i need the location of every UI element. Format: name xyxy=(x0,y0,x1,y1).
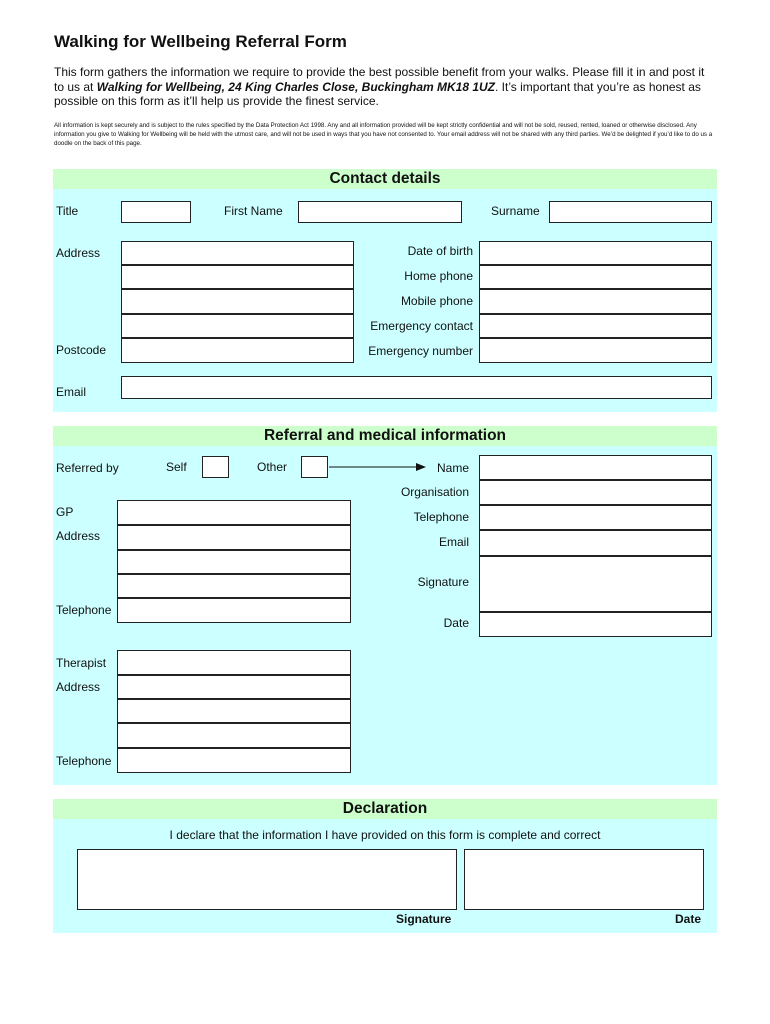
referrer-signature-field[interactable] xyxy=(479,556,712,612)
gp-telephone-label: Telephone xyxy=(56,603,112,617)
referral-section xyxy=(53,426,717,785)
home-phone-label: Home phone xyxy=(404,269,473,283)
address-line-2-field[interactable] xyxy=(121,265,354,289)
address-line-4-field[interactable] xyxy=(121,314,354,338)
address-label: Address xyxy=(56,246,101,260)
therapist-address-label: Address xyxy=(56,680,101,694)
declaration-signature-field[interactable] xyxy=(77,849,457,910)
declaration-statement: I declare that the information I have provided on this form is complete and correct xyxy=(169,828,601,842)
home-phone-field[interactable] xyxy=(479,265,712,289)
dob-label: Date of birth xyxy=(407,244,473,258)
referrer-email-field[interactable] xyxy=(479,530,712,556)
referrer-name-label: Name xyxy=(436,461,469,475)
therapist-telephone-label: Telephone xyxy=(56,754,112,768)
therapist-address-line-3-field[interactable] xyxy=(117,723,351,748)
mobile-phone-label: Mobile phone xyxy=(400,294,473,308)
gp-address-label: Address xyxy=(56,529,101,543)
gp-address-line-1-field[interactable] xyxy=(117,525,351,550)
referrer-email-label: Email xyxy=(438,535,469,549)
intro-address: Walking for Wellbeing, 24 King Charles Close, Buckingham MK18 1UZ xyxy=(96,79,496,94)
intro-text-2: . It’s important that you’re as honest as possible on this form as it’ll help us provide the finest service. xyxy=(54,79,701,108)
address-line-3-field[interactable] xyxy=(121,289,354,314)
emergency-number-field[interactable] xyxy=(479,338,712,363)
postcode-label: Postcode xyxy=(56,343,107,357)
emergency-contact-field[interactable] xyxy=(479,314,712,338)
referral-heading: Referral and medical information xyxy=(53,426,717,446)
gp-telephone-field[interactable] xyxy=(117,598,351,623)
organisation-field[interactable] xyxy=(479,480,712,505)
referrer-telephone-field[interactable] xyxy=(479,505,712,530)
referred-by-label: Referred by xyxy=(56,461,119,475)
referrer-telephone-label: Telephone xyxy=(413,510,469,524)
other-checkbox[interactable] xyxy=(301,456,328,478)
surname-label: Surname xyxy=(491,204,540,218)
email-label: Email xyxy=(56,385,87,399)
first-name-field[interactable] xyxy=(298,201,462,223)
therapist-address-line-1-field[interactable] xyxy=(117,675,351,699)
self-label: Self xyxy=(166,460,187,474)
title-label: Title xyxy=(56,204,79,218)
data-protection-notice: All information is kept securely and is subject to the rules specified by the Data Protection Act 1998. Any and all information provided will be kept strictly confidential and will not be sold, reused, rented, loaned or otherwise disclosed. Any information you give to Walking for Wellbeing will be held with the utmost care, and will not be used in ways that you have not consented to. Your email address will not be shared with any third parties. We’d be delighted if you’d like to do us a doodle on the back of this page. xyxy=(54,122,713,147)
referral-date-label: Date xyxy=(443,616,469,630)
referrer-name-field[interactable] xyxy=(479,455,712,480)
referrer-signature-label: Signature xyxy=(417,575,469,589)
declaration-date-label: Date xyxy=(675,912,702,926)
intro-text-1: This form gathers the information we require to provide the best possible benefit from your walks. Please fill it in and post it to us at xyxy=(54,65,705,94)
declaration-signature-label: Signature xyxy=(396,912,452,926)
surname-field[interactable] xyxy=(549,201,712,223)
postcode-field[interactable] xyxy=(121,338,354,363)
intro-paragraph xyxy=(54,65,714,109)
address-line-1-field[interactable] xyxy=(121,241,354,265)
organisation-label: Organisation xyxy=(400,485,469,499)
gp-name-field[interactable] xyxy=(117,500,351,525)
title-field[interactable] xyxy=(121,201,191,223)
therapist-address-line-2-field[interactable] xyxy=(117,699,351,723)
therapist-telephone-field[interactable] xyxy=(117,748,351,773)
email-field[interactable] xyxy=(121,376,712,399)
other-label: Other xyxy=(257,460,288,474)
gp-address-line-3-field[interactable] xyxy=(117,574,351,598)
dob-field[interactable] xyxy=(479,241,712,265)
self-checkbox[interactable] xyxy=(202,456,229,478)
emergency-contact-label: Emergency contact xyxy=(370,319,473,333)
referral-date-field[interactable] xyxy=(479,612,712,637)
contact-details-section xyxy=(53,169,717,412)
declaration-section xyxy=(53,799,717,933)
first-name-label: First Name xyxy=(224,204,283,218)
therapist-label: Therapist xyxy=(56,656,107,670)
declaration-heading: Declaration xyxy=(53,799,717,819)
declaration-date-field[interactable] xyxy=(464,849,704,910)
emergency-number-label: Emergency number xyxy=(368,344,473,358)
form-title: Walking for Wellbeing Referral Form xyxy=(54,32,347,51)
therapist-name-field[interactable] xyxy=(117,650,351,675)
mobile-phone-field[interactable] xyxy=(479,289,712,314)
gp-address-line-2-field[interactable] xyxy=(117,550,351,574)
contact-details-heading: Contact details xyxy=(53,169,717,189)
gp-label: GP xyxy=(56,505,74,519)
